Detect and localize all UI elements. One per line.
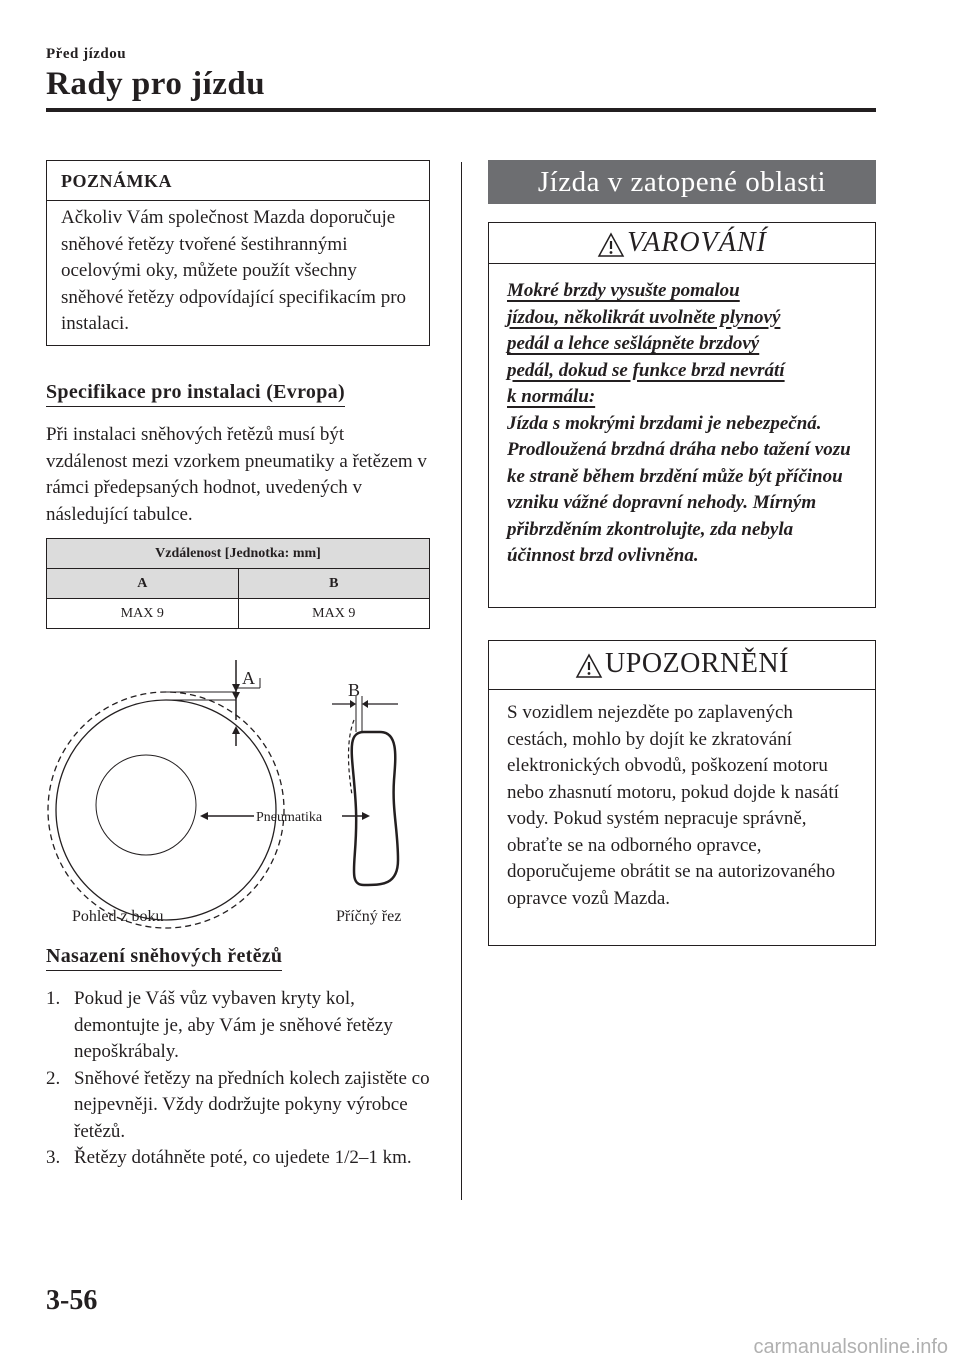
section-label: Před jízdou: [46, 46, 127, 62]
mounting-heading-wrap: [46, 944, 282, 971]
flood-banner: Jízda v zatopené oblasti: [488, 160, 876, 204]
label-a: A: [242, 668, 255, 688]
caution-text: S vozidlem nejezděte po zaplavených cestách, mohlo by dojít ke zkratování elektronických obvodů, poškození motoru nebo zhasnutí motoru, pokud dojde k nasátí vody. Pokud systém nepracuje správně, obraťte se na odborného opravce, doporučujeme obrátit se na autorizovaného opravce vozů Mazda.: [507, 702, 839, 909]
label-side-view: Pohled z boku: [72, 908, 164, 925]
warning-triangle-icon: [597, 232, 625, 258]
note-heading: POZNÁMKA: [47, 161, 429, 201]
warning-box: [488, 222, 876, 608]
spec-value-a: MAX 9: [47, 599, 239, 629]
spec-col-a: A: [47, 569, 239, 599]
warning-heading: VAROVÁNÍ: [489, 223, 875, 264]
label-tire: Pneumatika: [256, 810, 323, 825]
spec-heading-wrap: [46, 380, 345, 407]
label-b: B: [348, 680, 361, 700]
note-box: [46, 160, 430, 346]
spec-table: [46, 538, 430, 629]
spec-table-caption: Vzdálenost [Jednotka: mm]: [47, 539, 430, 569]
mounting-list: [46, 986, 436, 1172]
page-number: 3-56: [46, 1285, 98, 1316]
label-cross-section: Příčný řez: [336, 908, 402, 925]
tire-diagram: [46, 660, 430, 930]
caution-triangle-icon: [575, 653, 603, 679]
watermark: carmanualsonline.info: [753, 1336, 948, 1358]
page-title: Rady pro jízdu: [46, 66, 266, 102]
cross-section-drawing: [332, 696, 398, 885]
warning-text: Mokré brzdy vysušte pomalou jízdou, několikrát uvolněte plynový pedál a lehce sešlápněte brzdový pedál, dokud se funkce brzd nevrátí k normálu: Jízda s mokrými brzdami je nebezpečná. Prodloužená brzdná dráha nebo tažení vozu ke straně během brzdění může být příčinou vzniku vážné dopravní nehody. Mírným přibrzděním zkontrolujte, zda nebyla účinnost brzd ovlivněna.: [507, 280, 851, 566]
list-item: 3. Řetězy dotáhněte poté, co ujedete 1/2–1 km.: [46, 1147, 412, 1168]
mounting-heading: Nasazení sněhových řetězů: [46, 944, 282, 971]
side-view-drawing: [48, 660, 284, 928]
caution-box: [488, 640, 876, 946]
column-divider: [461, 162, 462, 1200]
spec-value-b: MAX 9: [238, 599, 430, 629]
caution-heading: UPOZORNĚNÍ: [489, 641, 875, 690]
spec-col-b: B: [238, 569, 430, 599]
note-text: Ačkoliv Vám společnost Mazda doporučuje sněhové řetězy tvořené šestihrannými ocelovými oky, můžete použít všechny sněhové řetězy odpovídající specifikacím pro instalaci.: [61, 207, 407, 334]
header-rule: [46, 108, 876, 112]
list-item: 1. Pokud je Váš vůz vybaven kryty kol, demontujte je, aby Vám je sněhové řetězy nepoškrábaly.: [46, 988, 393, 1062]
list-item: 2. Sněhové řetězy na předních kolech zajistěte co nejpevněji. Vždy dodržujte pokyny výrobce řetězů.: [46, 1067, 430, 1142]
spec-text: Při instalaci sněhových řetězů musí být vzdálenost mezi vzorkem pneumatiky a řetězem v rámci předepsaných hodnot, uvedených v následující tabulce.: [46, 424, 427, 525]
spec-heading: Specifikace pro instalaci (Evropa): [46, 380, 345, 407]
